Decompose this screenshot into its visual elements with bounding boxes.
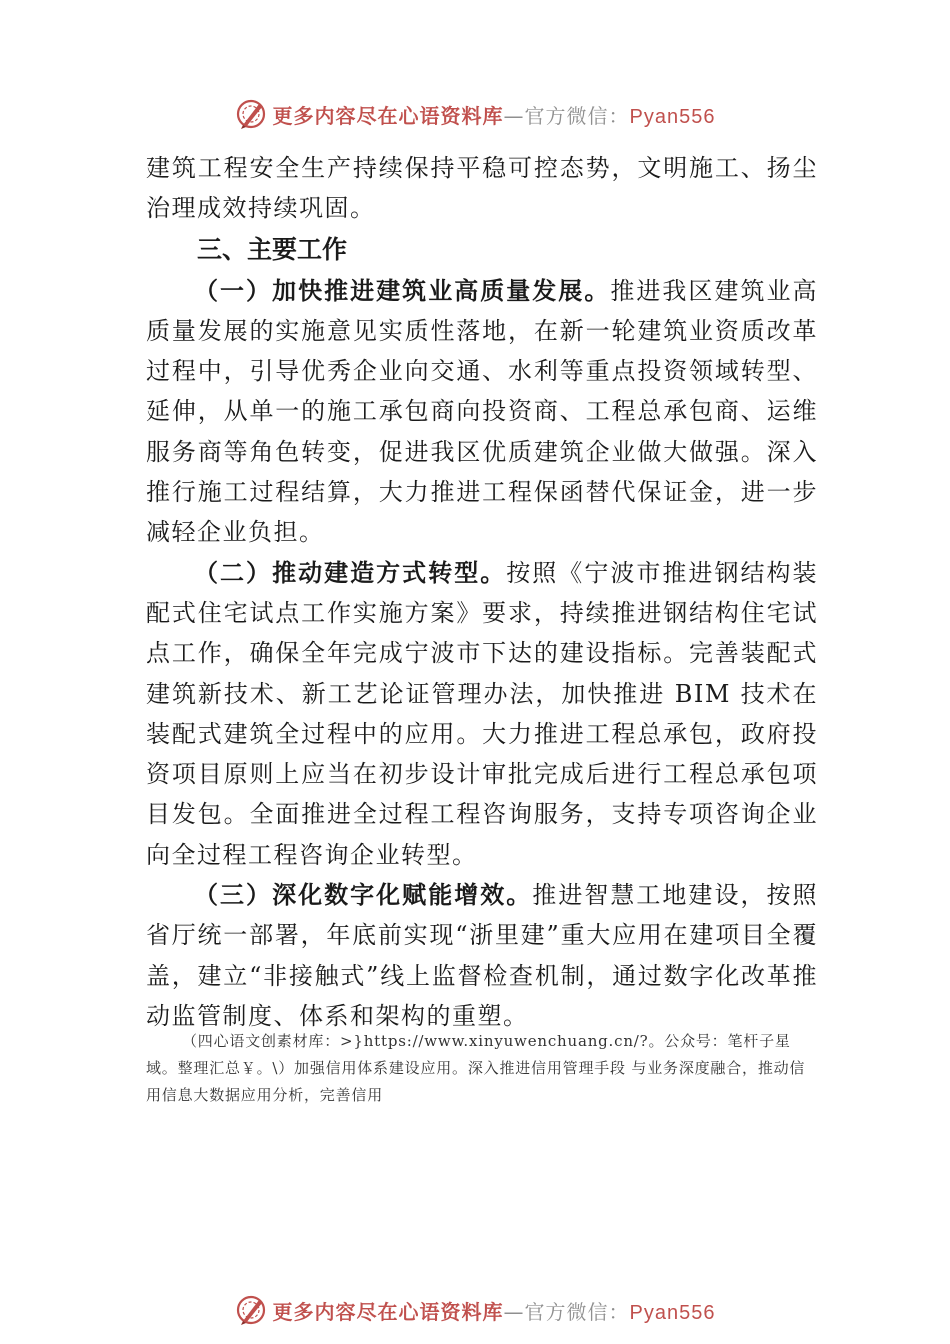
banner-wechat-id: Pyan556	[629, 1301, 716, 1324]
item-1-text: 推进我区建筑业高质量发展的实施意见实质性落地，在新一轮建筑业资质改革过程中，引导优秀企业向交通、水利等重点投资领域转型、延伸，从单一的施工承包商向投资商、工程总承包商、运维服务商等角色转变，促进我区优质建筑企业做大做强。深入推行施工过程结算，大力推进工程保函替代保证金，进一步减轻企业负担。	[146, 276, 819, 547]
banner-text	[273, 1296, 716, 1325]
banner-main-text: 更多内容尽在心语资料库	[272, 103, 504, 128]
paragraph-item-1	[146, 271, 818, 553]
item-3-text: 推进智慧工地建设，按照省厅统一部署，年底前实现“浙里建”重大应用在建项目全覆盖，建立“非接触式”线上监督检查机制，通过数字化改革推动监管制度、体系和架构的重塑。	[146, 881, 819, 1030]
pen-seal-logo-icon	[235, 98, 267, 130]
paragraph-item-3	[146, 875, 818, 1036]
header-banner	[0, 94, 950, 134]
banner-main-text: 更多内容尽在心语资料库	[272, 1299, 504, 1324]
continuation-paragraph: 建筑工程安全生产持续保持平稳可控态势，文明施工、扬尘治理成效持续巩固。	[146, 154, 818, 223]
banner-dash: —	[503, 1299, 525, 1324]
banner-official-label: 官方微信：	[524, 103, 630, 128]
banner-wechat-id: Pyan556	[629, 105, 716, 128]
banner-official-label: 官方微信：	[524, 1299, 630, 1324]
item-2-lead: （二）推动建造方式转型。	[194, 558, 507, 587]
footnote-text: （四心语文创素材库：>}https://www.xinyuwenchuang.cn/?。公众号：笔杆子星域。整理汇总￥。\）加强信用体系建设应用。深入推进信用管理手段 与业务深度融合，推动信用信息大数据应用分析，完善信用	[146, 1032, 806, 1104]
footnote-paragraph	[146, 1028, 818, 1109]
item-3-lead: （三）深化数字化赋能增效。	[194, 881, 533, 910]
footer-banner	[0, 1290, 950, 1330]
banner-text	[273, 100, 716, 129]
item-2-text: 按照《宁波市推进钢结构装配式住宅试点工作实施方案》要求，持续推进钢结构住宅试点工作，确保全年完成宁波市下达的建设指标。完善装配式建筑新技术、新工艺论证管理办法，加快推进 BIM 技术在装配式建筑全过程中的应用。大力推进工程总承包，政府投资项目原则上应当在初步设计审批完成后进行工程总承包项目发包。全面推进全过程工程咨询服务，支持专项咨询企业向全过程工程咨询企业转型。	[146, 558, 819, 869]
banner-dash: —	[503, 103, 525, 128]
pen-seal-logo-icon	[235, 1294, 267, 1326]
document-body	[146, 148, 818, 1036]
section-heading: 三、主要工作	[197, 234, 348, 264]
paragraph-item-2	[146, 553, 818, 875]
item-1-lead: （一）加快推进建筑业高质量发展。	[194, 276, 611, 305]
